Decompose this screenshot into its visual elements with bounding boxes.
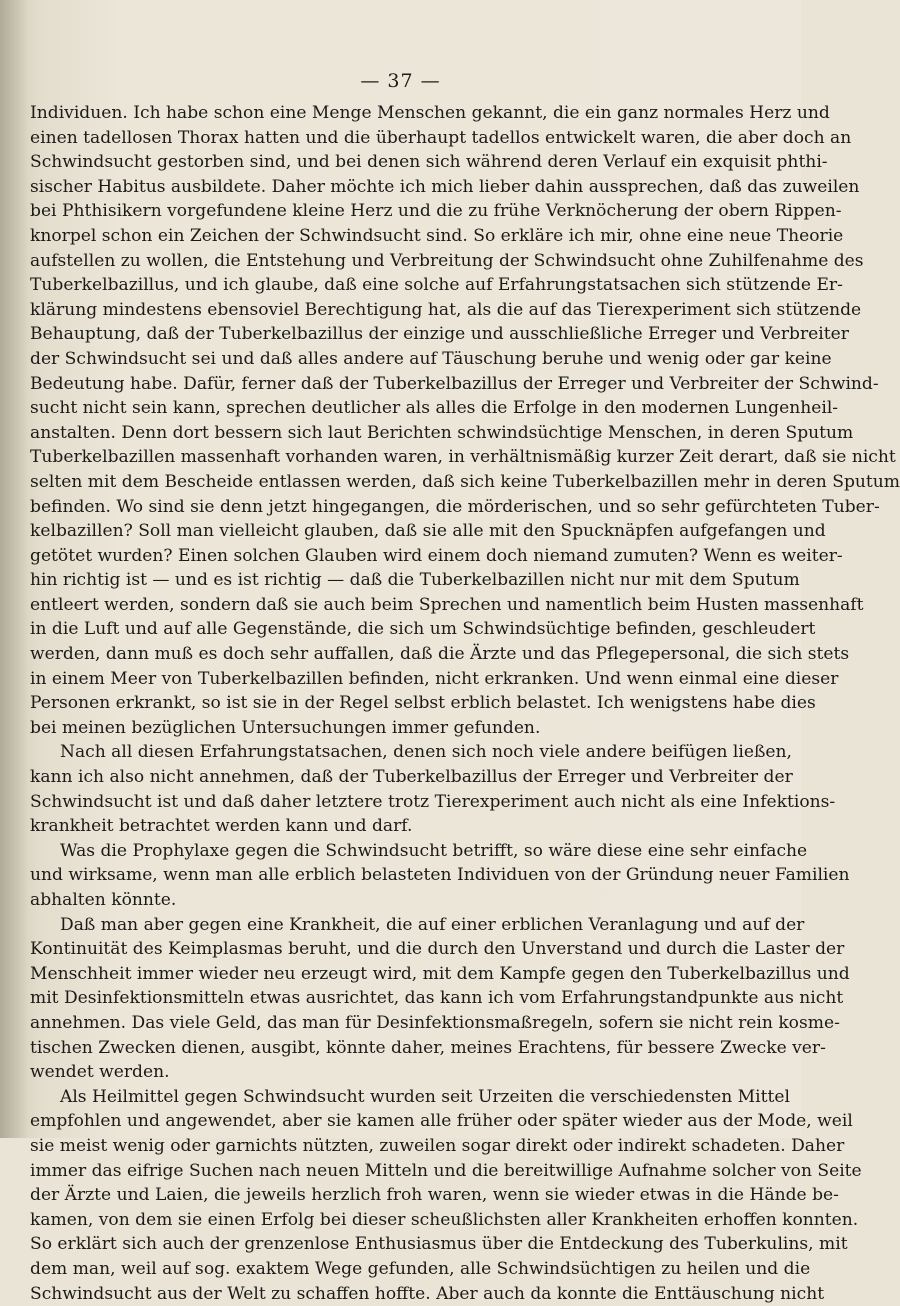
text-line: Tuberkelbazillus, und ich glaube, daß eine solche auf Erfahrungstatsachen sich stützende Er- [30,273,775,298]
text-line: werden, dann muß es doch sehr auffallen, daß die Ärzte und das Pflegepersonal, die sich stets [30,642,775,667]
text-line: der Ärzte und Laien, die jeweils herzlich froh waren, wenn sie wieder etwas in die Hände be- [30,1183,775,1208]
text-line: entleert werden, sondern daß sie auch beim Sprechen und namentlich beim Husten massenhaft [30,593,775,618]
text-line: So erklärt sich auch der grenzenlose Enthusiasmus über die Entdeckung des Tuberkulins, mit [30,1232,775,1257]
text-line: getötet wurden? Einen solchen Glauben wird einem doch niemand zumuten? Wenn es weiter- [30,544,775,569]
text-line: Schwindsucht aus der Welt zu schaffen hoffte. Aber auch da konnte die Enttäuschung nicht [30,1282,775,1306]
text-line: Daß man aber gegen eine Krankheit, die auf einer erblichen Veranlagung und auf der [30,913,775,938]
text-line: Bedeutung habe. Dafür, ferner daß der Tuberkelbazillus der Erreger und Verbreiter der Schwind- [30,372,775,397]
text-line: kann ich also nicht annehmen, daß der Tuberkelbazillus der Erreger und Verbreiter der [30,765,775,790]
text-line: befinden. Wo sind sie denn jetzt hingegangen, die mörderischen, und so sehr gefürchteten Tuber- [30,495,775,520]
text-line: in einem Meer von Tuberkelbazillen befinden, nicht erkranken. Und wenn einmal eine dieser [30,667,775,692]
paragraph [30,740,775,838]
text-line: kelbazillen? Soll man vielleicht glauben, daß sie alle mit den Spucknäpfen aufgefangen und [30,519,775,544]
paragraph [30,101,775,740]
text-line: empfohlen und angewendet, aber sie kamen alle früher oder später wieder aus der Mode, weil [30,1109,775,1134]
text-line: Schwindsucht gestorben sind, und bei denen sich während deren Verlauf ein exquisit phthi- [30,150,775,175]
text-line: der Schwindsucht sei und daß alles andere auf Täuschung beruhe und wenig oder gar keine [30,347,775,372]
text-line: Was die Prophylaxe gegen die Schwindsucht betrifft, so wäre diese eine sehr einfache [30,839,775,864]
text-line: Als Heilmittel gegen Schwindsucht wurden seit Urzeiten die verschiedensten Mittel [30,1085,775,1110]
text-line: und wirksame, wenn man alle erblich belasteten Individuen von der Gründung neuer Familien [30,863,775,888]
text-line: dem man, weil auf sog. exaktem Wege gefunden, alle Schwindsüchtigen zu heilen und die [30,1257,775,1282]
text-line: sucht nicht sein kann, sprechen deutlicher als alles die Erfolge in den modernen Lungenheil- [30,396,775,421]
text-line: knorpel schon ein Zeichen der Schwindsucht sind. So erkläre ich mir, ohne eine neue Theorie [30,224,775,249]
text-line: sischer Habitus ausbildete. Daher möchte ich mich lieber dahin aussprechen, daß das zuweilen [30,175,775,200]
text-line: Schwindsucht ist und daß daher letztere trotz Tierexperiment auch nicht als eine Infektions- [30,790,775,815]
text-line: kamen, von dem sie einen Erfolg bei dieser scheußlichsten aller Krankheiten erhoffen konnten. [30,1208,775,1233]
text-line: Nach all diesen Erfahrungstatsachen, denen sich noch viele andere beifügen ließen, [30,740,775,765]
paragraph [30,1085,775,1306]
text-line: krankheit betrachtet werden kann und darf. [30,814,775,839]
text-line: sie meist wenig oder garnichts nützten, zuweilen sogar direkt oder indirekt schadeten. Daher [30,1134,775,1159]
text-line: anstalten. Denn dort bessern sich laut Berichten schwindsüchtige Menschen, in deren Sputum [30,421,775,446]
text-line: abhalten könnte. [30,888,775,913]
text-line: wendet werden. [30,1060,775,1085]
text-line: bei meinen bezüglichen Untersuchungen immer gefunden. [30,716,775,741]
text-line: selten mit dem Bescheide entlassen werden, daß sich keine Tuberkelbazillen mehr in deren Sputum [30,470,775,495]
text-line: Individuen. Ich habe schon eine Menge Menschen gekannt, die ein ganz normales Herz und [30,101,775,126]
paragraph [30,913,775,1085]
text-line: bei Phthisikern vorgefundene kleine Herz und die zu frühe Verknöcherung der obern Rippen- [30,199,775,224]
text-line: Behauptung, daß der Tuberkelbazillus der einzige und ausschließliche Erreger und Verbreiter [30,322,775,347]
text-line: immer das eifrige Suchen nach neuen Mitteln und die bereitwillige Aufnahme solcher von Seite [30,1159,775,1184]
page-number: — 37 — [0,70,801,92]
text-line: Kontinuität des Keimplasmas beruht, und die durch den Unverstand und durch die Laster der [30,937,775,962]
text-line: Personen erkrankt, so ist sie in der Regel selbst erblich belastet. Ich wenigstens habe dies [30,691,775,716]
text-line: einen tadellosen Thorax hatten und die überhaupt tadellos entwickelt waren, die aber doch an [30,126,775,151]
text-line: hin richtig ist — und es ist richtig — daß die Tuberkelbazillen nicht nur mit dem Sputum [30,568,775,593]
text-line: aufstellen zu wollen, die Entstehung und Verbreitung der Schwindsucht ohne Zuhilfenahme des [30,249,775,274]
page-edge-shadow [0,0,28,1138]
text-line: tischen Zwecken dienen, ausgibt, könnte daher, meines Erachtens, für bessere Zwecke ver- [30,1036,775,1061]
text-line: klärung mindestens ebensoviel Berechtigung hat, als die auf das Tierexperiment sich stützende [30,298,775,323]
paragraph [30,839,775,913]
text-line: Menschheit immer wieder neu erzeugt wird, mit dem Kampfe gegen den Tuberkelbazillus und [30,962,775,987]
body-text [30,101,775,1306]
text-line: in die Luft und auf alle Gegenstände, die sich um Schwindsüchtige befinden, geschleudert [30,617,775,642]
text-line: mit Desinfektionsmitteln etwas ausrichtet, das kann ich vom Erfahrungstandpunkte aus nicht [30,986,775,1011]
text-line: Tuberkelbazillen massenhaft vorhanden waren, in verhältnismäßig kurzer Zeit derart, daß sie nicht [30,445,775,470]
text-line: annehmen. Das viele Geld, das man für Desinfektionsmaßregeln, sofern sie nicht rein kosme- [30,1011,775,1036]
